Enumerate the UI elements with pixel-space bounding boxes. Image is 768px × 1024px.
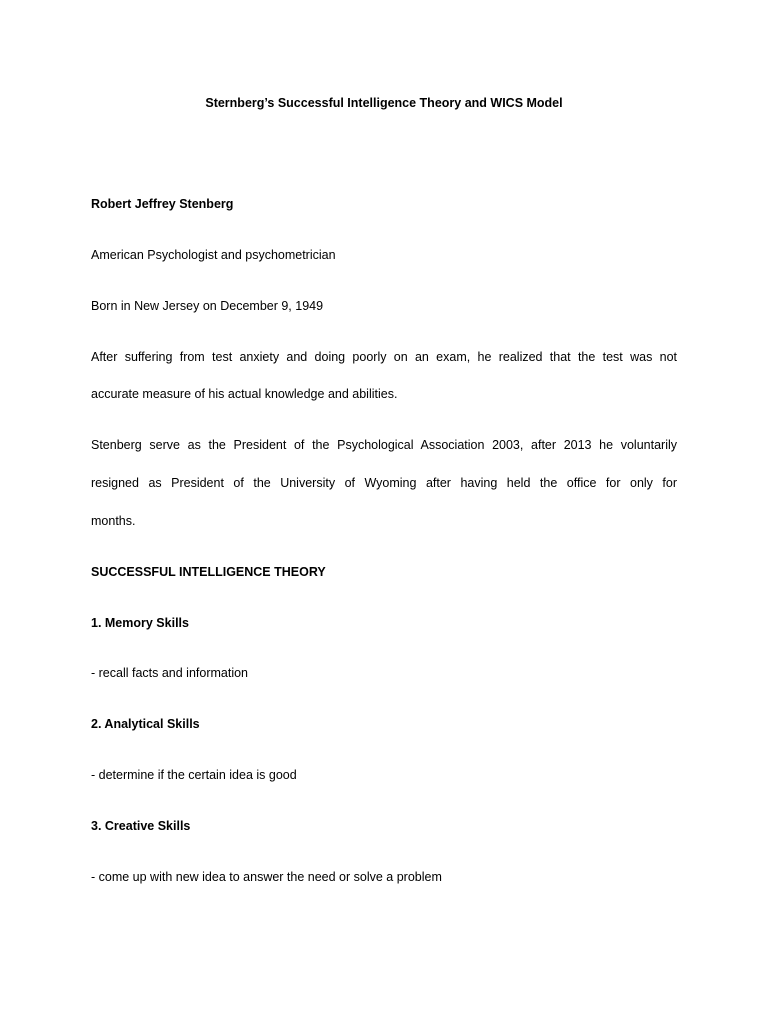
item-description: - determine if the certain idea is good — [91, 768, 297, 782]
item-heading: 2. Analytical Skills — [91, 717, 200, 731]
paragraph-2-line-3: months. — [91, 514, 136, 528]
item-heading: 1. Memory Skills — [91, 616, 189, 630]
section-heading: SUCCESSFUL INTELLIGENCE THEORY — [91, 565, 326, 579]
birth-text: Born in New Jersey on December 9, 1949 — [91, 299, 324, 313]
item-description: - recall facts and information — [91, 666, 249, 680]
name-heading: Robert Jeffrey Stenberg — [91, 197, 234, 211]
item-description: - come up with new idea to answer the need or solve a problem — [91, 870, 442, 884]
paragraph-2-line-2: resigned as President of the University of Wyoming after having held the office for only for — [91, 476, 677, 490]
paragraph-1-line-2: accurate measure of his actual knowledge and abilities. — [91, 387, 398, 401]
profession-text: American Psychologist and psychometrician — [91, 248, 336, 262]
paragraph-1-line-1: After suffering from test anxiety and doing poorly on an exam, he realized that the test was not — [91, 350, 677, 364]
item-heading: 3. Creative Skills — [91, 819, 191, 833]
document-title: Sternberg’s Successful Intelligence Theory and WICS Model — [205, 96, 563, 110]
paragraph-2-line-1: Stenberg serve as the President of the Psychological Association 2003, after 2013 he voluntarily — [91, 438, 677, 452]
